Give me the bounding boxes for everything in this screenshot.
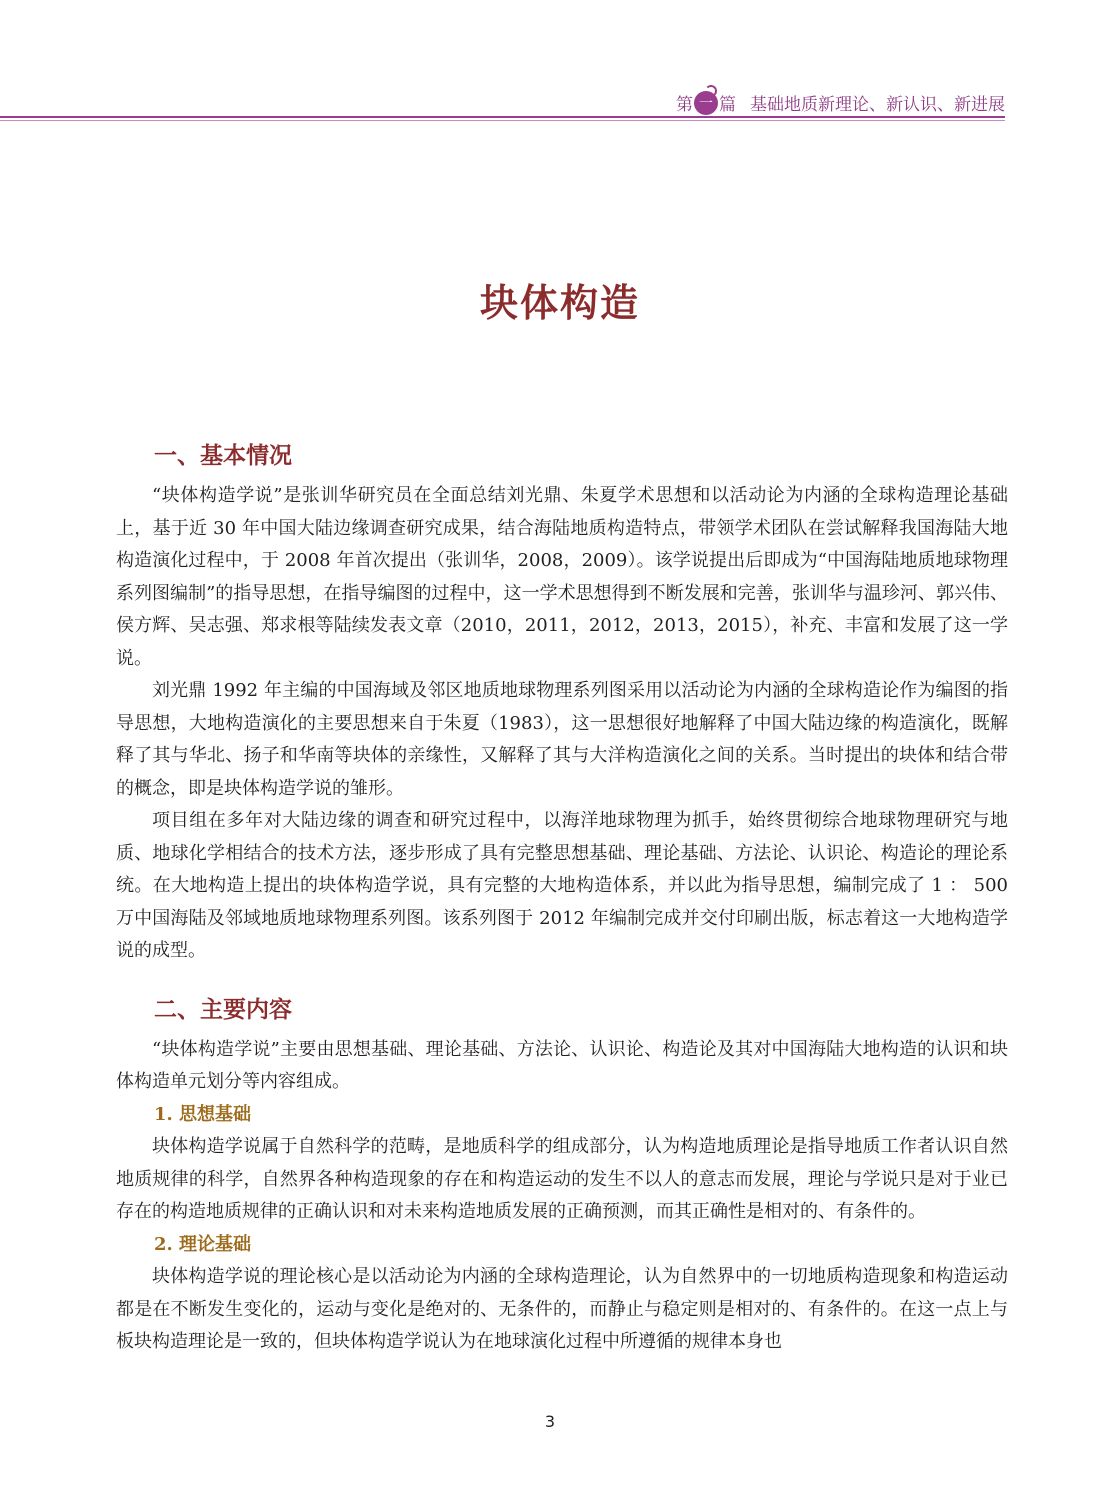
header-rule-thin <box>0 120 1005 121</box>
subsection-heading: 1. 思想基础 <box>154 1103 252 1125</box>
page-title: 块体构造 <box>479 281 640 325</box>
article-body <box>116 438 1008 1359</box>
chapter-number-badge: 一 <box>694 91 718 115</box>
chapter-label <box>676 90 1005 115</box>
page-number: 3 <box>544 1412 556 1431</box>
paragraph: “块体构造学说”主要由思想基础、理论基础、方法论、认识论、构造论及其对中国海陆大地构造的认识和块体构造单元划分等内容组成。 <box>116 1038 1008 1092</box>
section-heading-main: 二、主要内容 <box>154 996 292 1023</box>
chapter-prefix: 第 <box>676 95 693 115</box>
subsection-heading: 2. 理论基础 <box>154 1233 252 1255</box>
paragraph: 刘光鼎 1992 年主编的中国海域及邻区地质地球物理系列图采用以活动论为内涵的全球构造论作为编图的指导思想，大地构造演化的主要思想来自于朱夏（1983），这一思想很好地解释了中国大陆边缘的构造演化，既解释了其与华北、扬子和华南等块体的亲缘性，又解释了其与大洋构造演化之间的关系。当时提出的块体和结合带的概念，即是块体构造学说的雏形。 <box>116 680 1008 799</box>
paragraph: 块体构造学说属于自然科学的范畴，是地质科学的组成部分，认为构造地质理论是指导地质工作者认识自然地质规律的科学，自然界各种构造现象的存在和构造运动的发生不以人的意志而发展，理论与学说只是对于业已存在的构造地质规律的正确认识和对未来构造地质发展的正确预测，而其正确性是相对的、有条件的。 <box>116 1136 1008 1222</box>
header-rule <box>0 116 1005 118</box>
chapter-suffix: 篇 <box>719 95 736 115</box>
paragraph: 项目组在多年对大陆边缘的调查和研究过程中，以海洋地球物理为抓手，始终贯彻综合地球物理研究与地质、地球化学相结合的技术方法，逐步形成了具有完整思想基础、理论基础、方法论、认识论、构造论的理论系统。在大地构造上提出的块体构造学说，具有完整的大地构造体系，并以此为指导思想，编制完成了 1 ： 500 万中国海陆及邻域地质地球物理系列图。该系列图于 2012 年编制完成并交付印刷出版，标志着这一大地构造学说的成型。 <box>116 810 1008 961</box>
running-header <box>0 84 1005 116</box>
paragraph: 块体构造学说的理论核心是以活动论为内涵的全球构造理论，认为自然界中的一切地质构造现象和构造运动都是在不断发生变化的，运动与变化是绝对的、无条件的，而静止与稳定则是相对的、有条件的。在这一点上与板块构造理论是一致的，但块体构造学说认为在地球演化过程中所遵循的规律本身也 <box>116 1266 1008 1352</box>
chapter-title: 基础地质新理论、新认识、新进展 <box>750 95 1005 115</box>
section-heading-basic: 一、基本情况 <box>154 443 292 469</box>
paragraph: “块体构造学说”是张训华研究员在全面总结刘光鼎、朱夏学术思想和以活动论为内涵的全球构造理论基础上，基于近 30 年中国大陆边缘调查研究成果，结合海陆地质构造特点，带领学术团队在尝试解释我国海陆大地构造演化过程中，于 2008 年首次提出（张训华，2008，2009）。该学说提出后即成为“中国海陆地质地球物理系列图编制”的指导思想，在指导编图的过程中，这一学术思想得到不断发展和完善，张训华与温珍河、郭兴伟、侯方辉、吴志强、郑求根等陆续发表文章（2010，2011，2012，2013，2015），补充、丰富和发展了这一学说。 <box>116 485 1008 669</box>
